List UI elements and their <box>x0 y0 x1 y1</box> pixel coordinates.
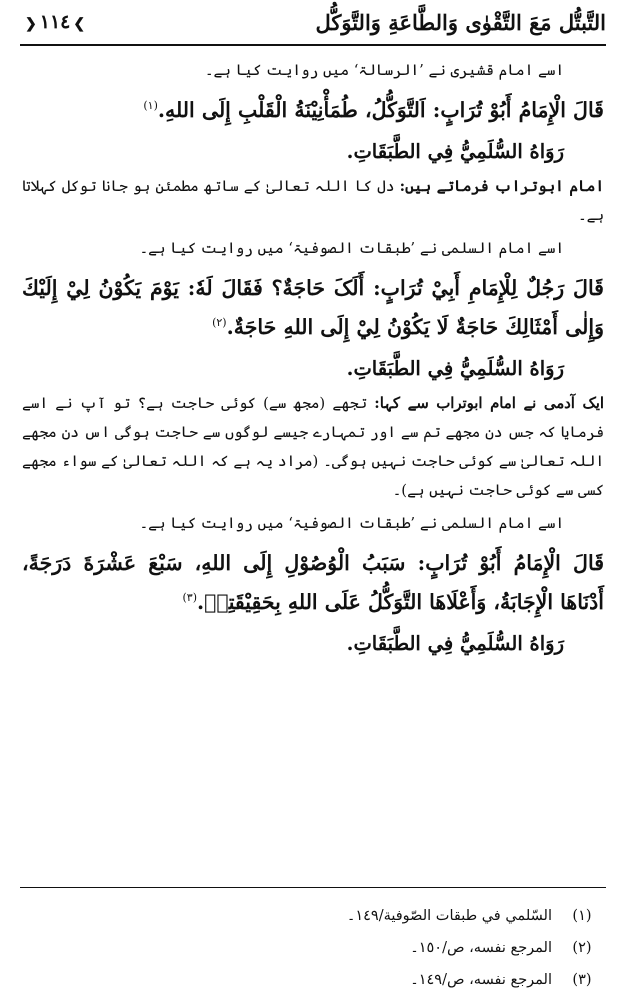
footnotes <box>22 900 604 996</box>
page-header <box>22 2 606 42</box>
arabic-saying: قَالَ الْإِمَامُ أَبُوْ تُرَابٍ: سَبَبُ الْوُصُوْلِ إِلَى اللهِ، سَبْعَ عَشْرَةَ دَرَجَةً، أَدْنَاهَا الْإِجَابَةُ، وَأَعْلَاهَا التَّوَكُّلُ عَلَى اللهِ بِحَقِيْقَتِهٖ.$^{(٣)}$ <box>22 551 604 614</box>
page-number: ١١٤ <box>39 11 71 33</box>
attribution-note: اسے امام قشیری نے ’الرسالۃ‘ میں روایت کیا ہے۔ <box>204 62 564 79</box>
footnote-text: المرجع نفسه، ص/١٥٠۔ <box>410 940 552 956</box>
arabic-saying: قَالَ رَجُلٌ لِلْإِمَامِ أَبِيْ تُرَابٍ: أَلَکَ حَاجَةٌ؟ فَقَالَ لَهٗ: يَوْمَ يَكُوْنُ لِيْ إِلَيْكَ وَإِلٰى أَمْثَالِكَ حَاجَةٌ لَا يَكُوْنُ لِيْ إِلَى اللهِ حَاجَةٌ.$^{(٢)}$ <box>22 276 604 339</box>
footnote-marker[interactable]: (٣) <box>182 591 197 605</box>
footnote-number: (٢) <box>572 940 592 956</box>
source-line: رَوَاهُ السُّلَمِيُّ فِي الطَّبَقَاتِ. <box>346 632 564 655</box>
header-rule <box>20 44 606 46</box>
footnote-item <box>22 900 604 932</box>
page-body <box>22 52 604 664</box>
footnote-text: السّلمي في طبقات الصّوفية/١٤٩۔ <box>346 908 552 924</box>
source-line: رَوَاهُ السُّلَمِيُّ فِي الطَّبَقَاتِ. <box>346 357 564 380</box>
footnote-marker[interactable]: (٢) <box>212 316 227 330</box>
footnote-number: (١) <box>572 908 592 924</box>
footnote-marker[interactable]: (١) <box>143 99 158 113</box>
attribution-note: اسے امام السلمی نے ’طبقات الصوفیۃ‘ میں روایت کیا ہے۔ <box>139 240 564 257</box>
footnote-number: (٣) <box>572 972 592 988</box>
urdu-translation: ایک آدمی نے امام ابوتراب سے کہا: تجھے (مجھ سے) کوئی حاجت ہے؟ تو آپ نے اسے فرمایا کہ جس دن مجھے تم سے اور تمہارے جیسے لوگوں سے حاجت ہوگی اس دن مجھے اللہ تعالیٰ سے کوئی حاجت نہیں ہوگی۔ (مراد یہ ہے کہ اللہ تعالیٰ کے سواء مجھے کسی سے کوئی حاجت نہیں ہے)۔ <box>22 395 604 499</box>
source-line: رَوَاهُ السُّلَمِيُّ فِي الطَّبَقَاتِ. <box>346 140 564 163</box>
attribution-note: اسے امام السلمی نے ’طبقات الصوفیۃ‘ میں روایت کیا ہے۔ <box>139 515 564 532</box>
footnote-item <box>22 964 604 996</box>
footnote-item <box>22 932 604 964</box>
running-title: التَّبتُّل مَعَ التَّقْوٰى وَالطَّاعَةِ وَالتَّوَكُّل <box>315 9 606 35</box>
page-number-box <box>22 11 88 33</box>
footnote-text: المرجع نفسه، ص/١٤٩۔ <box>410 972 552 988</box>
ornament-icon: ❯ <box>73 16 86 32</box>
footnote-rule <box>20 887 606 888</box>
ornament-icon: ❮ <box>25 16 37 32</box>
urdu-translation: امام ابوتراب فرماتے ہیں: دل کا اللہ تعالیٰ کے ساتھ مطمئن ہو جانا توکل کہلاتا ہے۔ <box>22 178 604 224</box>
arabic-saying: قَالَ الْإِمَامُ أَبُوْ تُرَابٍ: اَلتَّوَكُّلُ، طُمَأْنِيْنَةُ الْقَلْبِ إِلَى اللهِ.$^{(١)}$ <box>143 98 604 122</box>
